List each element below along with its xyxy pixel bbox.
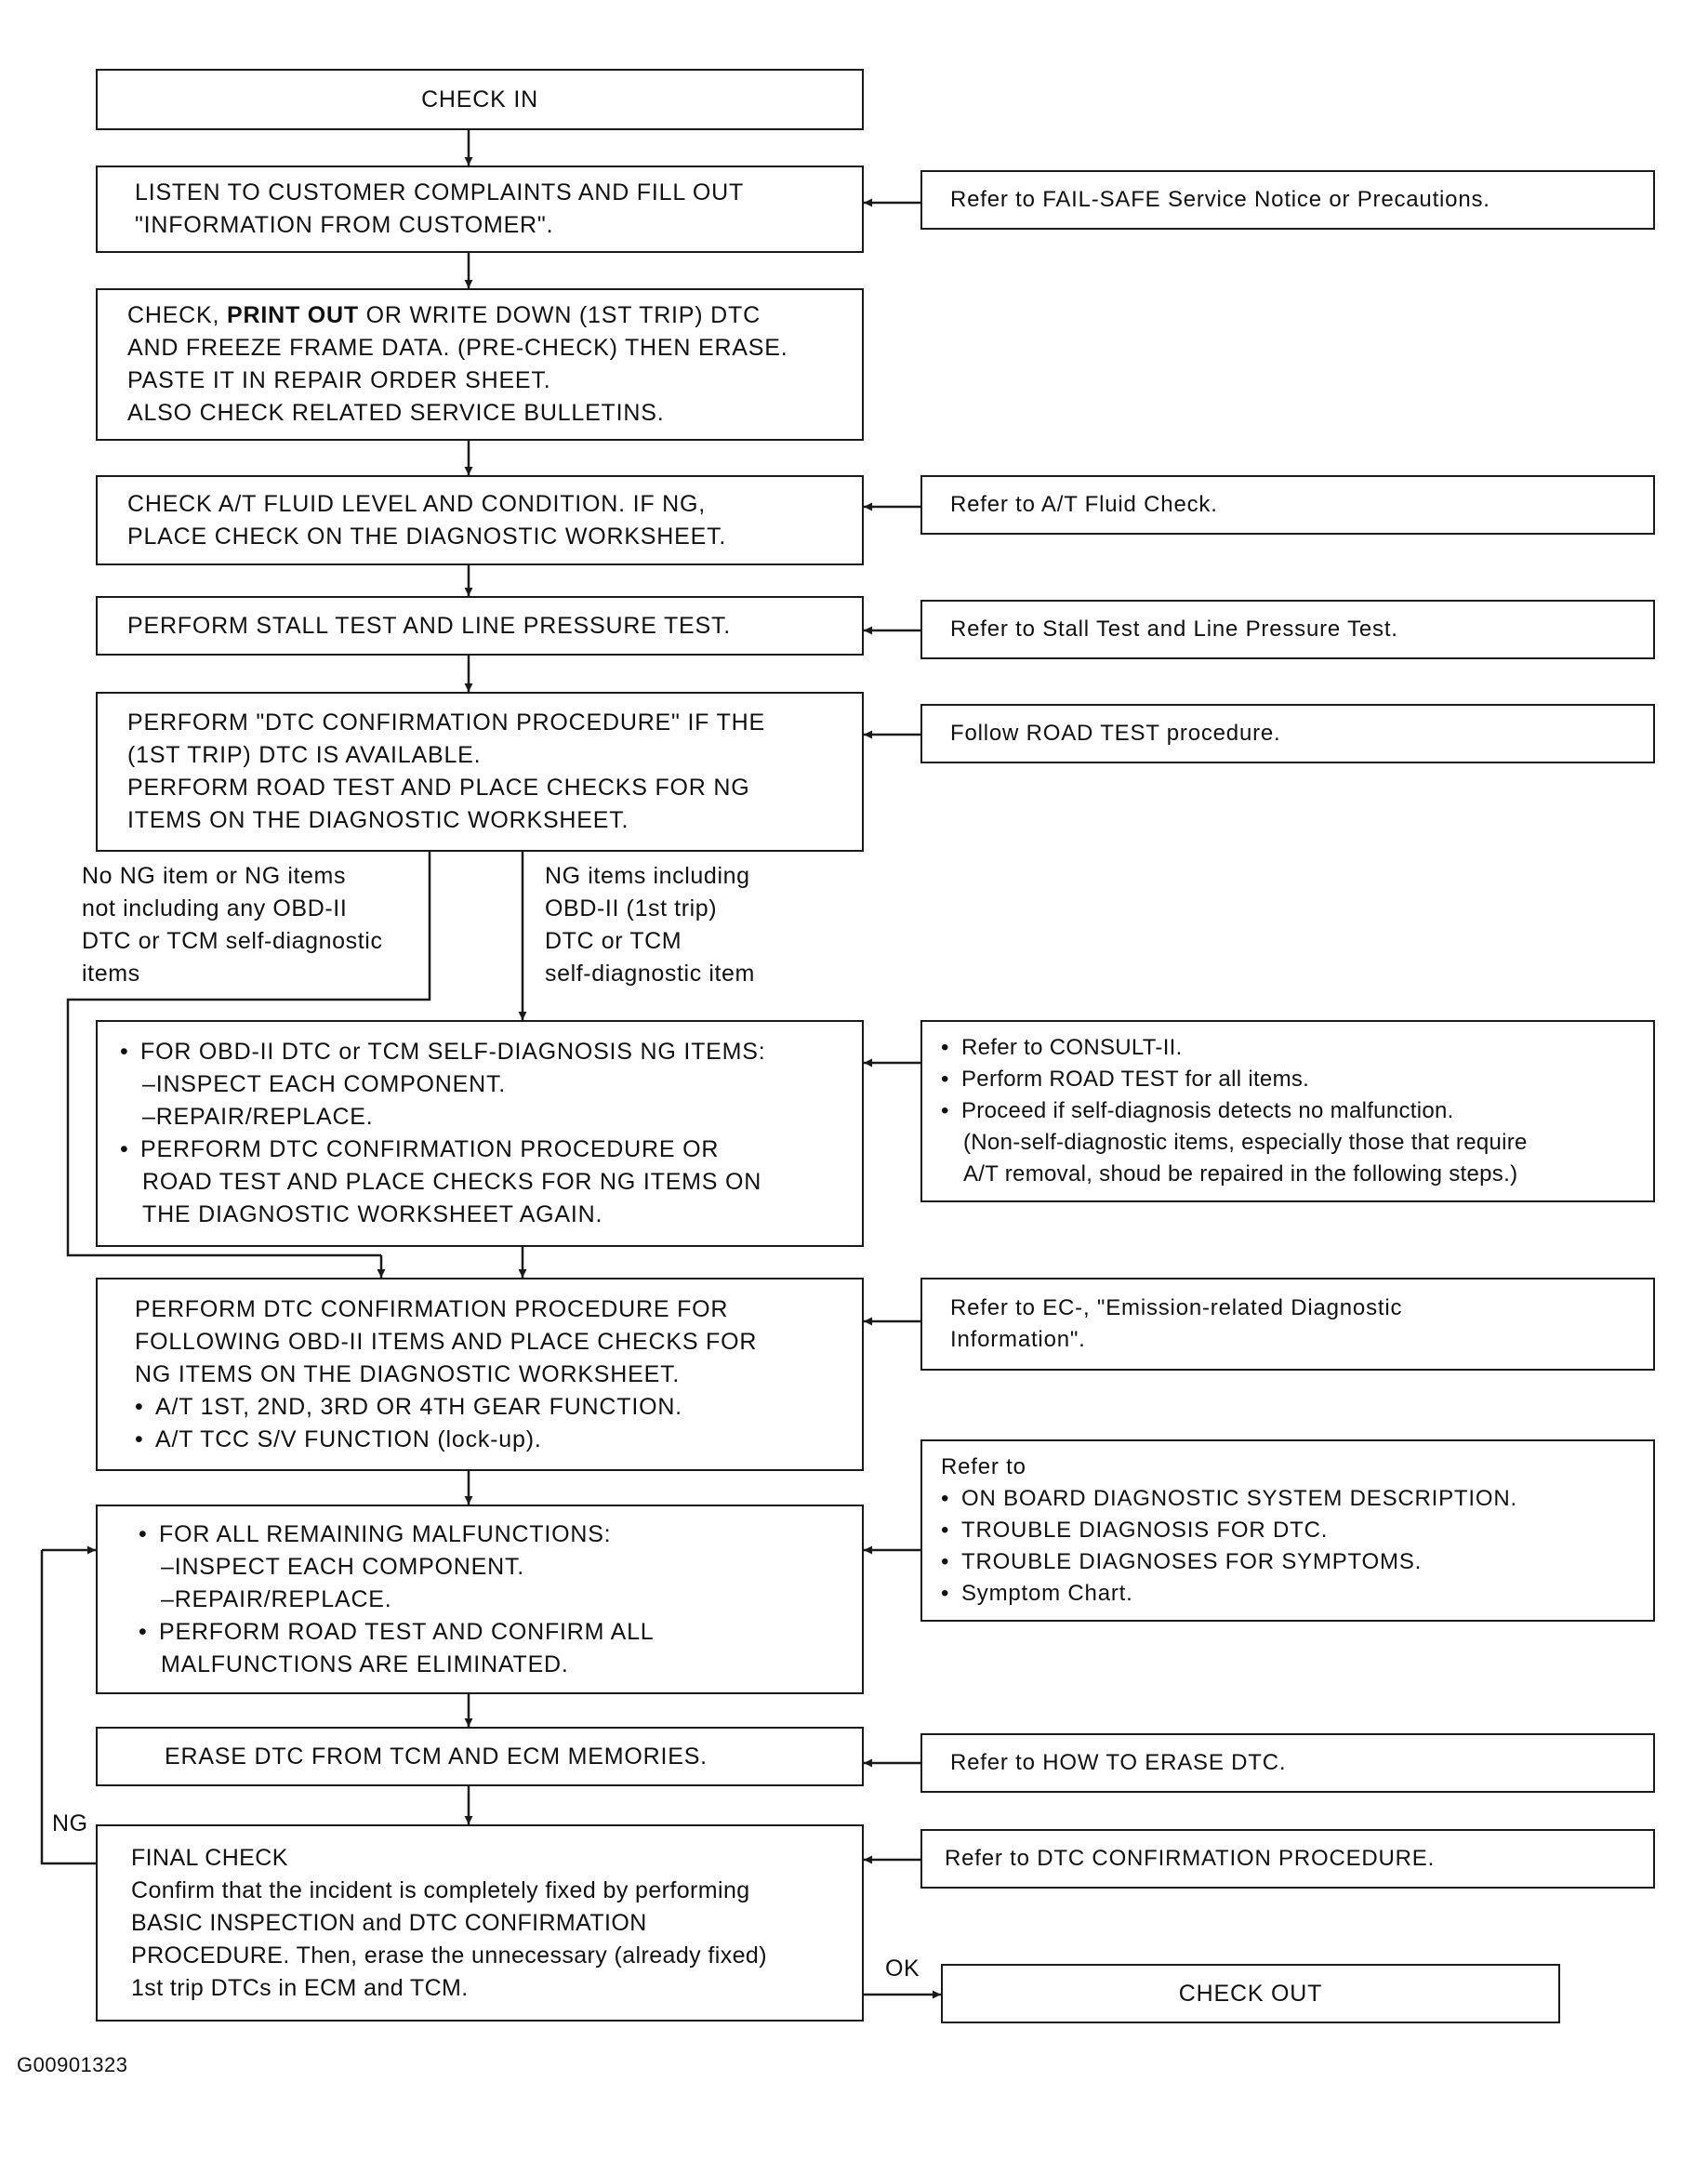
obd-ng-bullet-2-cont-2: THE DIAGNOSTIC WORKSHEET AGAIN.	[142, 1201, 603, 1227]
ref-consult-cont-2: A/T removal, shoud be repaired in the following steps.)	[963, 1161, 1518, 1187]
ref-onboard-diagnostic	[920, 1439, 1655, 1622]
step-print-out-line-2: AND FREEZE FRAME DATA. (PRE-CHECK) THEN ERASE.	[127, 335, 788, 361]
step-dtc-line-1: PERFORM "DTC CONFIRMATION PROCEDURE" IF THE	[127, 709, 765, 736]
remaining-sub-1: –INSPECT EACH COMPONENT.	[161, 1553, 525, 1580]
obd-ng-bullet-2-cont-1: ROAD TEST AND PLACE CHECKS FOR NG ITEMS ON	[142, 1169, 762, 1195]
step-listen-line-2: "INFORMATION FROM CUSTOMER".	[135, 212, 554, 238]
step-fluid-check	[96, 475, 864, 565]
remaining-bullet-2-cont: MALFUNCTIONS ARE ELIMINATED.	[161, 1651, 569, 1677]
ref-failsafe-text: Refer to FAIL-SAFE Service Notice or Precautions.	[950, 187, 1490, 212]
step-obd-ng-items	[96, 1020, 864, 1247]
ref-erase-text: Refer to HOW TO ERASE DTC.	[950, 1750, 1287, 1775]
ref-onboard-bullet-3: • TROUBLE DIAGNOSES FOR SYMPTOMS.	[941, 1546, 1635, 1578]
obd-ng-sub-1: –INSPECT EACH COMPONENT.	[142, 1071, 507, 1097]
ref-road-test	[920, 704, 1655, 763]
remaining-bullet-2: • PERFORM ROAD TEST AND CONFIRM ALL	[139, 1616, 840, 1649]
step-dtc-line-4: ITEMS ON THE DIAGNOSTIC WORKSHEET.	[127, 807, 629, 833]
ref-road-text: Follow ROAD TEST procedure.	[950, 721, 1281, 746]
ref-onboard-bullet-2: • TROUBLE DIAGNOSIS FOR DTC.	[941, 1515, 1635, 1546]
ref-consult-bullet-3: • Proceed if self-diagnosis detects no malfunction.	[941, 1095, 1635, 1127]
ref-onboard-bullet-1: • ON BOARD DIAGNOSTIC SYSTEM DESCRIPTION.	[941, 1483, 1635, 1515]
ref-ec-line-2: Information".	[950, 1327, 1086, 1352]
ref-fluid-text: Refer to A/T Fluid Check.	[950, 492, 1218, 517]
obd-ng-bullet-2: • PERFORM DTC CONFIRMATION PROCEDURE OR	[120, 1134, 840, 1166]
step-fluid-line-1: CHECK A/T FLUID LEVEL AND CONDITION. IF NG,	[127, 490, 707, 517]
ref-erase-dtc	[920, 1733, 1655, 1793]
obd-items-bullet-1: • A/T 1ST, 2ND, 3RD OR 4TH GEAR FUNCTION.	[135, 1391, 840, 1424]
ref-ec-line-1: Refer to EC-, "Emission-related Diagnostic	[950, 1295, 1403, 1320]
step-fluid-line-2: PLACE CHECK ON THE DIAGNOSTIC WORKSHEET.	[127, 523, 727, 550]
step-print-out-dtc	[96, 288, 864, 441]
step-dtc-confirmation	[96, 692, 864, 852]
step-remaining-malfunctions	[96, 1505, 864, 1694]
ref-consult-bullet-1: • Refer to CONSULT-II.	[941, 1032, 1635, 1064]
step-listen-customer	[96, 166, 864, 253]
final-check-line-2: BASIC INSPECTION and DTC CONFIRMATION	[131, 1909, 647, 1936]
ref-dtc-confirmation	[920, 1829, 1655, 1889]
ref-failsafe	[920, 170, 1655, 230]
obd-items-line-1: PERFORM DTC CONFIRMATION PROCEDURE FOR	[135, 1295, 729, 1322]
final-check-title: FINAL CHECK	[131, 1844, 288, 1871]
ref-stall-text: Refer to Stall Test and Line Pressure Test.	[950, 616, 1398, 642]
obd-ng-sub-2: –REPAIR/REPLACE.	[142, 1104, 374, 1130]
ref-final-text: Refer to DTC CONFIRMATION PROCEDURE.	[945, 1846, 1436, 1871]
branch-label-ng-obd: NG items including OBD-II (1st trip) DTC or TCM self-diagnostic item	[545, 863, 755, 987]
obd-ng-bullet-1: • FOR OBD-II DTC or TCM SELF-DIAGNOSIS NG ITEMS:	[120, 1036, 840, 1068]
final-check-line-3: PROCEDURE. Then, erase the unnecessary (already fixed)	[131, 1942, 767, 1969]
obd-items-line-3: NG ITEMS ON THE DIAGNOSTIC WORKSHEET.	[135, 1360, 681, 1387]
ref-consult-bullet-2: • Perform ROAD TEST for all items.	[941, 1064, 1635, 1095]
step-dtc-line-3: PERFORM ROAD TEST AND PLACE CHECKS FOR NG	[127, 775, 750, 801]
ref-fluid-check	[920, 475, 1655, 535]
step-obd-items-confirmation	[96, 1278, 864, 1471]
figure-id: G00901323	[17, 2053, 128, 2076]
step-check-in	[96, 69, 864, 130]
step-erase-text: ERASE DTC FROM TCM AND ECM MEMORIES.	[165, 1743, 708, 1770]
step-print-out-line-1: CHECK, PRINT OUT OR WRITE DOWN (1ST TRIP) DTC	[127, 302, 761, 328]
step-check-in-text: CHECK IN	[421, 86, 538, 113]
remaining-sub-2: –REPAIR/REPLACE.	[161, 1585, 392, 1612]
ref-consult	[920, 1020, 1655, 1202]
ref-onboard-bullet-4: • Symptom Chart.	[941, 1578, 1635, 1610]
obd-items-bullet-2: • A/T TCC S/V FUNCTION (lock-up).	[135, 1424, 840, 1456]
ng-loop-label: NG	[52, 1810, 88, 1836]
ref-stall-test	[920, 600, 1655, 659]
ref-consult-cont-1: (Non-self-diagnostic items, especially those that require	[963, 1130, 1528, 1155]
step-print-out-line-4: ALSO CHECK RELATED SERVICE BULLETINS.	[127, 400, 665, 426]
remaining-bullet-1: • FOR ALL REMAINING MALFUNCTIONS:	[139, 1518, 840, 1551]
obd-items-line-2: FOLLOWING OBD-II ITEMS AND PLACE CHECKS FOR	[135, 1328, 758, 1355]
step-final-check	[96, 1824, 864, 2022]
step-print-out-line-3: PASTE IT IN REPAIR ORDER SHEET.	[127, 367, 551, 393]
final-check-line-4: 1st trip DTCs in ECM and TCM.	[131, 1974, 469, 2001]
step-check-out-text: CHECK OUT	[1178, 1980, 1323, 2007]
step-check-out	[941, 1964, 1560, 2023]
step-erase-dtc	[96, 1727, 864, 1786]
step-stall-text: PERFORM STALL TEST AND LINE PRESSURE TEST.	[127, 612, 732, 639]
step-dtc-line-2: (1ST TRIP) DTC IS AVAILABLE.	[127, 742, 482, 768]
ref-onboard-heading: Refer to	[941, 1454, 1026, 1479]
step-listen-line-1: LISTEN TO CUSTOMER COMPLAINTS AND FILL OUT	[135, 179, 745, 205]
ok-label: OK	[885, 1956, 920, 1982]
branch-label-no-ng: No NG item or NG items not including any OBD-II DTC or TCM self-diagnostic items	[82, 863, 383, 987]
ref-emission-diagnostic	[920, 1278, 1655, 1371]
step-stall-test	[96, 596, 864, 656]
final-check-line-1: Confirm that the incident is completely fixed by performing	[131, 1876, 750, 1903]
